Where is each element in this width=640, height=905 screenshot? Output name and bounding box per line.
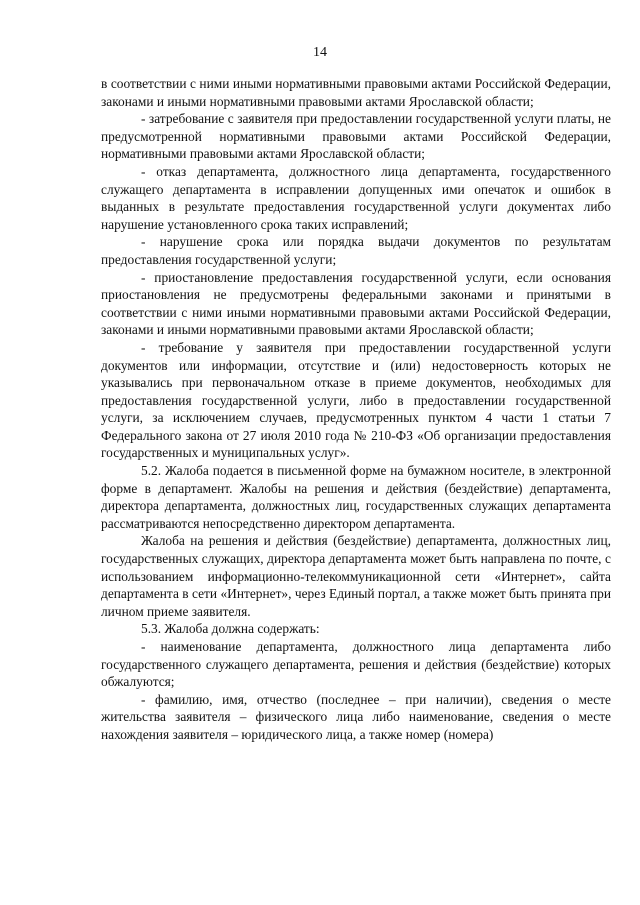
paragraph: Жалоба на решения и действия (бездействие) департамента, должностных лиц, государственных служащих, директора департамента может быть направлена по почте, с использованием информационно-телекоммуникационной сети «Интернет», сайта департамента в сети «Интернет», через Единый портал, а также может быть принята при личном приеме заявителя. <box>101 533 611 619</box>
paragraph: - затребование с заявителя при предоставлении государственной услуги платы, не предусмотренной нормативными правовыми актами Российской Федерации, нормативными правовыми актами Ярославской области; <box>101 111 611 162</box>
paragraph: - наименование департамента, должностного лица департамента либо государственного служащего департамента, решения и действия (бездействие) которых обжалуются; <box>101 639 611 690</box>
paragraph: - отказ департамента, должностного лица департамента, государственного служащего департамента в исправлении допущенных ими опечаток и ошибок в выданных в результате предоставления государственной услуги документах либо нарушение установленного срока таких исправлений; <box>101 163 611 232</box>
paragraph: 5.2. Жалоба подается в письменной форме на бумажном носителе, в электронной форме в департамент. Жалобы на решения и действия (бездействие) департамента, директора департамента, должностных лиц, государственных служащих департамента рассматриваются непосредственно директором департамента. <box>101 463 611 531</box>
paragraph: - нарушение срока или порядка выдачи документов по результатам предоставления государственной услуги; <box>101 234 611 267</box>
paragraph: - приостановление предоставления государственной услуги, если основания приостановления не предусмотрены федеральными законами и принятыми в соответствии с ними иными нормативными правовыми актами Российской Федерации, законами и иными нормативными правовыми актами Ярославской области; <box>101 269 611 338</box>
paragraph: - требование у заявителя при предоставлении государственной услуги документов или информации, отсутствие и (или) недостоверность которых не указывались при первоначальном отказе в приеме документов, необходимых для предоставления государственной услуги, либо в предоставлении государственной услуги, за исключением случаев, предусмотренных пунктом 4 части 1 статьи 7 Федерального закона от 27 июля 2010 года № 210-ФЗ «Об организации предоставления государственных и муниципальных услуг». <box>101 339 611 461</box>
document-body <box>101 75 611 744</box>
page-number: 14 <box>313 45 327 60</box>
paragraph: в соответствии с ними иными нормативными правовыми актами Российской Федерации, законами и иными нормативными правовыми актами Ярославской области; <box>101 76 611 109</box>
paragraph: - фамилию, имя, отчество (последнее – при наличии), сведения о месте жительства заявителя – физического лица либо наименование, сведения о месте нахождения заявителя – юридического лица, а также номер (номера) <box>101 691 611 742</box>
paragraph: 5.3. Жалоба должна содержать: <box>141 621 320 637</box>
